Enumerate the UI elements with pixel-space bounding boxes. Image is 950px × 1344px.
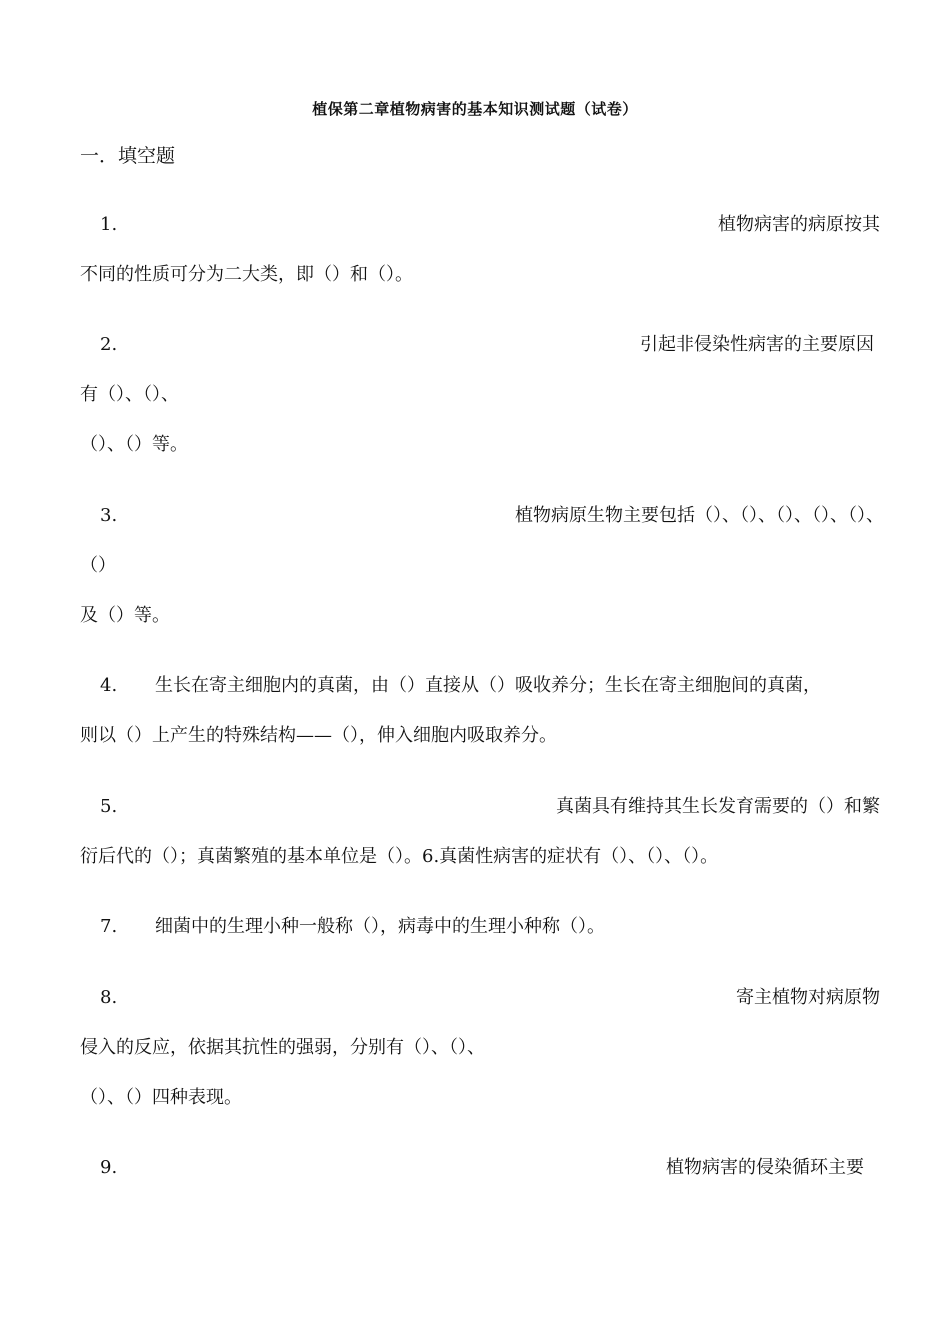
q1-line2: 不同的性质可分为二大类，即（）和（）。 [80, 264, 413, 285]
q8-number: 8. [100, 987, 118, 1008]
q9-head: 植物病害的侵染循环主要 [666, 1157, 864, 1178]
q8-head: 寄主植物对病原物 [736, 987, 880, 1008]
q5-head: 真菌具有维持其生长发育需要的（）和繁 [556, 796, 880, 817]
q4-number: 4. [100, 675, 118, 696]
q5-line2: 衍后代的（）；真菌繁殖的基本单位是（）。6.真菌性病害的症状有（）、（）、（）。 [80, 846, 719, 867]
q9-number: 9. [100, 1157, 118, 1178]
q7-number: 7. [100, 916, 118, 937]
section-heading: 一．填空题 [80, 145, 176, 167]
q8-line3: （）、（）四种表现。 [80, 1087, 242, 1108]
q4-line2: 则以（）上产生的特殊结构——（），伸入细胞内吸取养分。 [80, 725, 557, 746]
q3-line2: （） [80, 555, 116, 576]
q2-number: 2. [100, 334, 118, 355]
q2-head: 引起非侵染性病害的主要原因 [640, 334, 874, 355]
document-title: 植保第二章植物病害的基本知识测试题（试卷） [312, 100, 638, 118]
q2-line3: （）、（）等。 [80, 434, 188, 455]
q4-head: 生长在寄主细胞内的真菌，由（）直接从（）吸收养分；生长在寄主细胞间的真菌， [155, 675, 821, 696]
q3-head: 植物病原生物主要包括（）、（）、（）、（）、（）、 [515, 505, 884, 526]
q2-line2: 有（）、（）、 [80, 384, 179, 405]
q7-head: 细菌中的生理小种一般称（），病毒中的生理小种称（）。 [155, 916, 605, 937]
q8-line2: 侵入的反应，依据其抗性的强弱，分别有（）、（）、 [80, 1037, 485, 1058]
q3-line3: 及（）等。 [80, 605, 170, 626]
q1-head: 植物病害的病原按其 [718, 214, 880, 235]
q1-number: 1. [100, 214, 118, 235]
q3-number: 3. [100, 505, 118, 526]
q5-number: 5. [100, 796, 118, 817]
